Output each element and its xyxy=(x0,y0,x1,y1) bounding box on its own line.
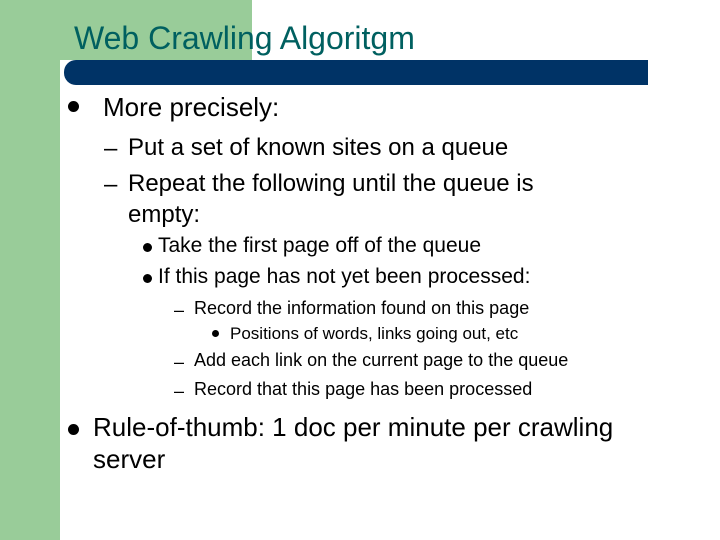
bullet-dot-icon xyxy=(68,101,79,112)
bullet-dot-icon xyxy=(143,243,152,252)
sub-item-repeat: Repeat the following until the queue is xyxy=(128,170,534,197)
dash-marker: – xyxy=(174,300,185,320)
title-rule-bar xyxy=(64,60,648,85)
bullet-dot-icon xyxy=(212,330,219,337)
bullet-rule-of-thumb-cont: server xyxy=(93,444,166,474)
bullet-more-precisely: More precisely: xyxy=(103,92,280,122)
slide-sidebar xyxy=(0,0,60,540)
detail-positions: Positions of words, links going out, etc xyxy=(230,324,519,343)
dash-marker: – xyxy=(104,135,118,162)
dash-marker: – xyxy=(104,171,118,198)
step-take-first-page: Take the first page off of the queue xyxy=(158,234,482,257)
sub-item-put-sites: Put a set of known sites on a queue xyxy=(128,134,509,161)
bullet-dot-icon xyxy=(68,424,79,435)
sub-item-repeat-cont: empty: xyxy=(128,201,201,228)
action-add-links: Add each link on the current page to the queue xyxy=(194,350,569,370)
action-record-info: Record the information found on this page xyxy=(194,298,530,318)
dash-marker: – xyxy=(174,381,185,401)
slide-title: Web Crawling Algoritgm xyxy=(74,20,415,56)
action-record-processed: Record that this page has been processed xyxy=(194,379,533,399)
bullet-dot-icon xyxy=(143,274,152,283)
dash-marker: – xyxy=(174,352,185,372)
bullet-rule-of-thumb: Rule-of-thumb: 1 doc per minute per crawling xyxy=(93,412,614,442)
step-if-not-processed: If this page has not yet been processed: xyxy=(158,265,531,288)
